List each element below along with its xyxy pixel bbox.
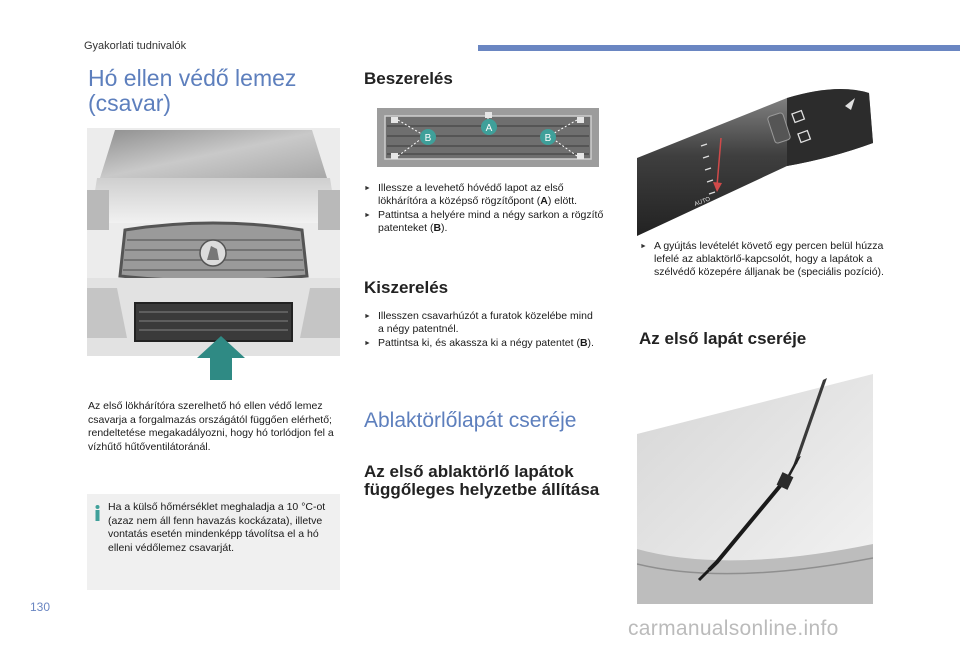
car-front-illustration [87,128,340,383]
wiper-stalk-illustration [637,88,873,236]
section-header: Gyakorlati tudnivalók [84,40,187,52]
watermark: carmanualsonline.info [628,617,839,640]
badge-b-left-label: B [424,133,432,144]
remove-heading: Kiszerelés [364,278,449,297]
badge-a-label: A [485,123,493,134]
install-step-2: ► Pattintsa a helyére mind a négy sarkon a rögzítő patenteket (B). [364,209,609,235]
install-heading: Beszerelés [364,69,453,88]
page-title-line2: (csavar) [88,90,172,116]
fixing-points-diagram [377,108,599,167]
header-bar [478,45,960,51]
snow-shield-description: Az első lökhárítóra szerelhető hó ellen védő lemez csavarja a forgalmazás országától függően elérhető; rendeltetése megakadályozni, hogy hó torlódjon fel a vízhűtő hűtőventilátoránál. [88,400,334,453]
info-icon [94,505,101,521]
badge-b-right-label: B [544,133,552,144]
wiper-section-title: Ablaktörlőlapát cseréje [364,409,577,432]
remove-step-1: ► Illesszen csavarhúzót a furatok közelébe mind a négy patentnél. [364,310,599,336]
front-blade-heading: Az első lapát cseréje [639,329,807,348]
remove-step-2: ► Pattintsa ki, és akassza ki a négy patentet (B). [364,337,599,350]
wiper-position-step-1: ► A gyújtás levételét követő egy percen belül húzza lefelé az ablaktörlő-kapcsolót, hogy a lapátok a szélvédő közepére álljanak be (speciális pozíció). [640,240,890,279]
remove-steps [364,310,599,351]
install-steps [364,182,609,236]
page-title [88,66,296,116]
page-title-line1: Hó ellen védő lemez [88,65,297,91]
page-number: 130 [30,600,51,614]
info-text: Ha a külső hőmérséklet meghaladja a 10 °C-ot (azaz nem áll fenn havazás kockázata), illetve vontatás esetén mindenképp távolítsa el a hó elleni védőlemez csavarját. [108,501,326,554]
vertical-position-heading: Az első ablaktörlő lapátok függőleges helyzetbe állítása [364,462,600,499]
wiper-position-steps [640,240,890,280]
install-step-1: ► Illessze a levehető hóvédő lapot az első lökhárítóra a középső rögzítőpont (A) elött. [364,182,609,208]
wiper-blade-illustration [637,374,873,604]
stalk-auto-label: AUTO [693,196,712,208]
